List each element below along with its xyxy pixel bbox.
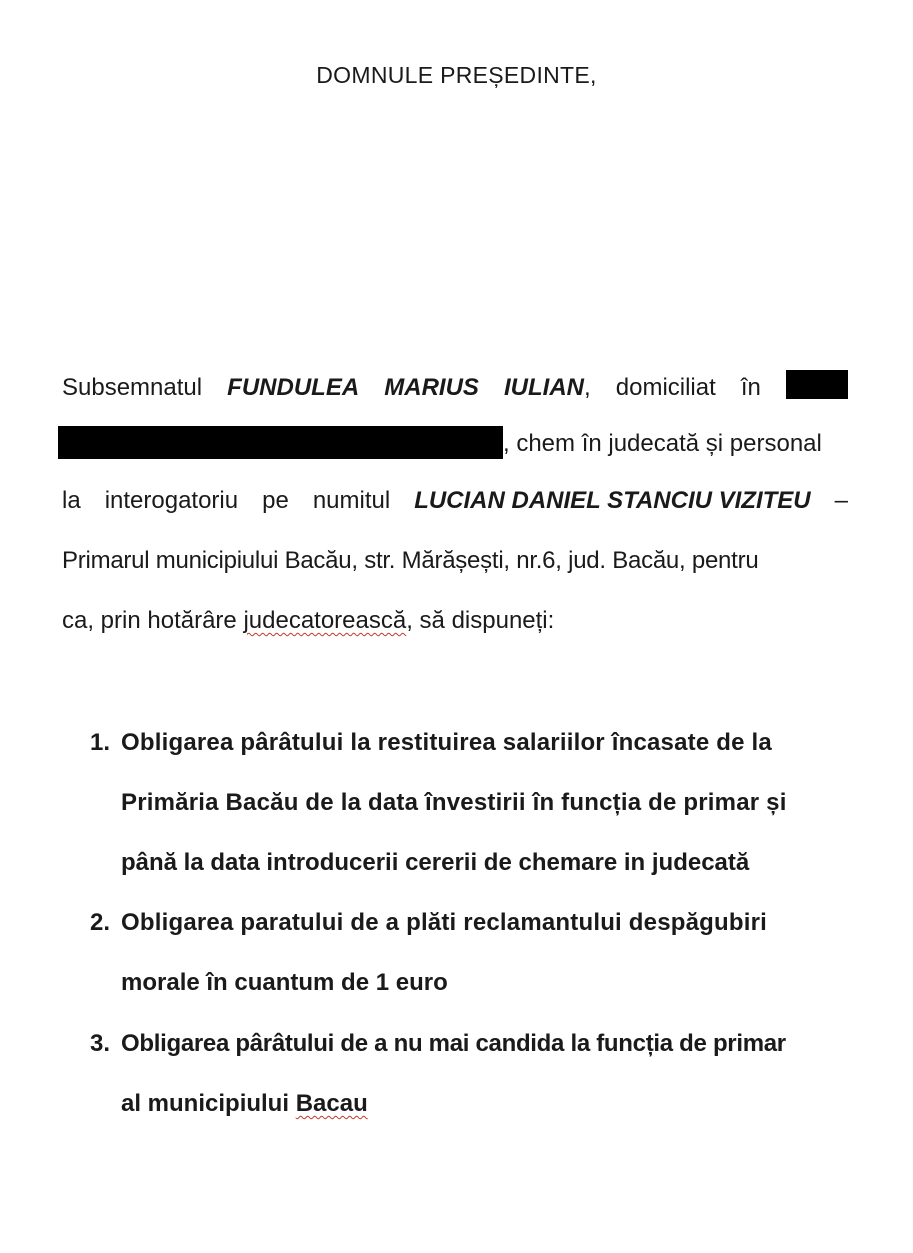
plaintiff-first-name: MARIUS [384, 374, 479, 401]
intro-line-5: ca, prin hotărâre judecatorească, să dispuneți: [62, 607, 555, 634]
intro-line-1 [62, 366, 848, 402]
list-item-line: Obligarea pârâtului de a nu mai candida la funcția de primar [121, 1030, 786, 1057]
redacted-address-block [58, 426, 503, 459]
list-item-line: Obligarea paratului de a plăti reclamantului despăgubiri [121, 909, 768, 936]
intro-word: – [834, 487, 848, 514]
plaintiff-name-end: IULIAN, [504, 374, 591, 401]
list-number: 2. [90, 909, 111, 936]
list-number: 3. [90, 1030, 111, 1057]
redacted-address-block [786, 370, 848, 399]
intro-word: pe [262, 487, 289, 514]
list-item-line: al municipiului Bacau [121, 1090, 368, 1117]
list-item-line: morale în cuantum de 1 euro [121, 969, 448, 996]
list-item-line: Obligarea pârâtului la restituirea salariilor încasate de la [121, 729, 772, 756]
intro-word: în [740, 374, 761, 401]
spellcheck-word: judecatorească [243, 607, 407, 634]
intro-word: la [62, 487, 81, 514]
spellcheck-word: Bacau [295, 1090, 368, 1117]
intro-word: numitul [312, 487, 391, 514]
intro-line-2 [58, 426, 848, 459]
intro-word: domiciliat [615, 374, 716, 401]
list-item-line: Primăria Bacău de la data învestirii în funcția de primar și [121, 789, 787, 816]
list-number: 1. [90, 729, 111, 756]
intro-word: interogatoriu [104, 487, 239, 514]
intro-line-2-text: , chem în judecată și personal [503, 430, 822, 457]
intro-line-3 [62, 487, 848, 515]
document-heading: DOMNULE PREȘEDINTE, [316, 62, 597, 88]
defendant-name: LUCIAN DANIEL STANCIU VIZITEU [414, 487, 811, 514]
plaintiff-surname: FUNDULEA [227, 374, 360, 401]
intro-line-4: Primarul municipiului Bacău, str. Mărășești, nr.6, jud. Bacău, pentru [62, 547, 759, 574]
list-item-line: până la data introducerii cererii de chemare in judecată [121, 849, 750, 876]
intro-word: Subsemnatul [62, 374, 203, 401]
